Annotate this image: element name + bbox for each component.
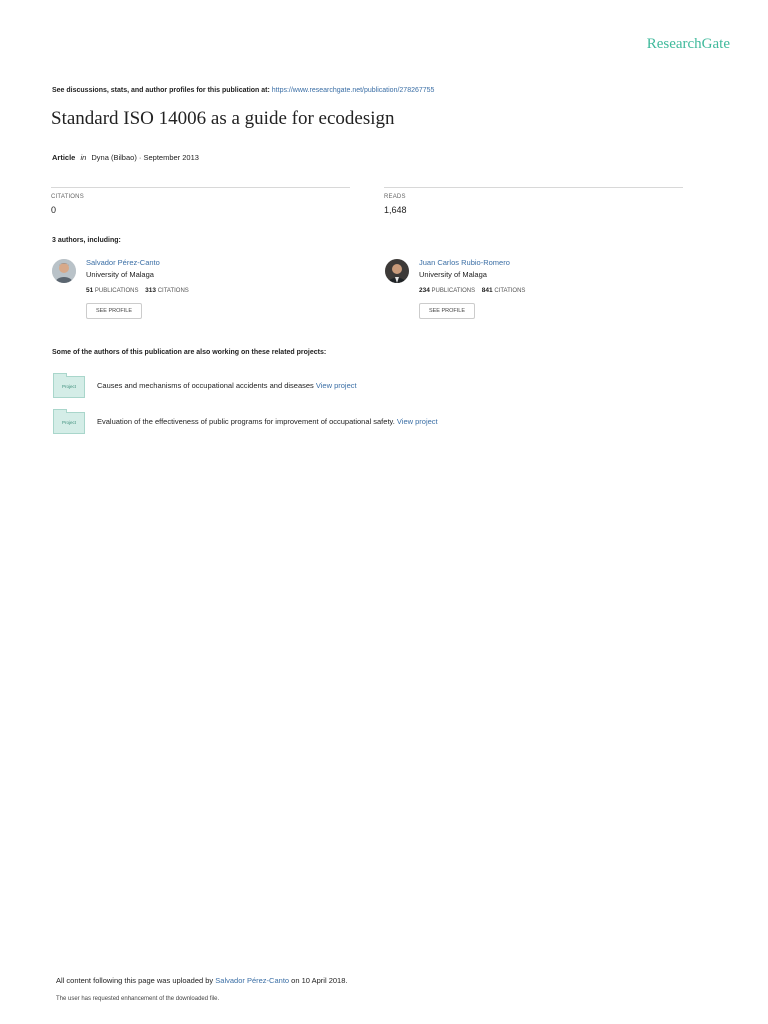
see-profile-button[interactable]: SEE PROFILE <box>86 303 142 319</box>
author-citations-count: 841 <box>481 287 493 294</box>
citations-value: 0 <box>51 205 57 215</box>
discussions-line <box>52 87 434 94</box>
author-citations-label: CITATIONS <box>157 288 189 294</box>
publication-url-link[interactable]: https://www.researchgate.net/publication/278267755 <box>271 87 435 94</box>
project-item <box>97 381 357 390</box>
see-profile-button[interactable]: SEE PROFILE <box>419 303 475 319</box>
researchgate-logo[interactable]: ResearchGate <box>646 36 730 52</box>
author-publications-count: 51 <box>86 287 94 294</box>
author-name-link[interactable]: Juan Carlos Rubio-Romero <box>419 258 510 267</box>
author-publications-label: PUBLICATIONS <box>94 288 139 294</box>
project-title: Evaluation of the effectiveness of public programs for improvement of occupational safety. <box>97 417 395 426</box>
uploader-link[interactable]: Salvador Pérez-Canto <box>215 976 290 985</box>
project-folder-icon: Project <box>53 412 85 434</box>
project-title: Causes and mechanisms of occupational accidents and diseases <box>97 381 314 390</box>
author-citations-label: CITATIONS <box>494 288 526 294</box>
author-institution: University of Malaga <box>86 270 154 279</box>
article-meta <box>52 153 199 162</box>
upload-suffix: on 10 April 2018. <box>291 976 348 985</box>
author-stats <box>419 287 525 294</box>
reads-value: 1,648 <box>384 205 407 215</box>
author-citations-count: 313 <box>145 287 157 294</box>
author-publications-count: 234 <box>419 287 430 294</box>
article-type: Article <box>52 153 76 162</box>
author-photo-icon <box>52 259 76 283</box>
reads-divider <box>384 187 683 188</box>
publication-title: Standard ISO 14006 as a guide for ecodesign <box>51 108 395 129</box>
author-photo-icon <box>385 259 409 283</box>
article-in-word: in <box>80 153 87 162</box>
article-venue-date: Dyna (Bilbao) · September 2013 <box>91 153 199 162</box>
discussions-text: See discussions, stats, and author profiles for this publication at: <box>52 87 270 94</box>
avatar[interactable] <box>385 259 409 283</box>
author-institution: University of Malaga <box>419 270 487 279</box>
upload-prefix: All content following this page was uploaded by <box>56 976 214 985</box>
avatar[interactable] <box>52 259 76 283</box>
authors-heading: 3 authors, including: <box>52 237 121 244</box>
citations-label: CITATIONS <box>51 194 84 200</box>
project-folder-icon: Project <box>53 376 85 398</box>
project-item <box>97 417 438 426</box>
citations-divider <box>51 187 350 188</box>
enhancement-note: The user has requested enhancement of the downloaded file. <box>56 996 220 1002</box>
related-projects-heading: Some of the authors of this publication are also working on these related projects: <box>52 349 327 356</box>
reads-label: READS <box>384 194 406 200</box>
view-project-link[interactable]: View project <box>315 381 357 390</box>
view-project-link[interactable]: View project <box>396 417 438 426</box>
author-publications-label: PUBLICATIONS <box>431 288 476 294</box>
author-stats <box>86 287 189 294</box>
author-name-link[interactable]: Salvador Pérez-Canto <box>86 258 160 267</box>
upload-note <box>56 976 347 985</box>
